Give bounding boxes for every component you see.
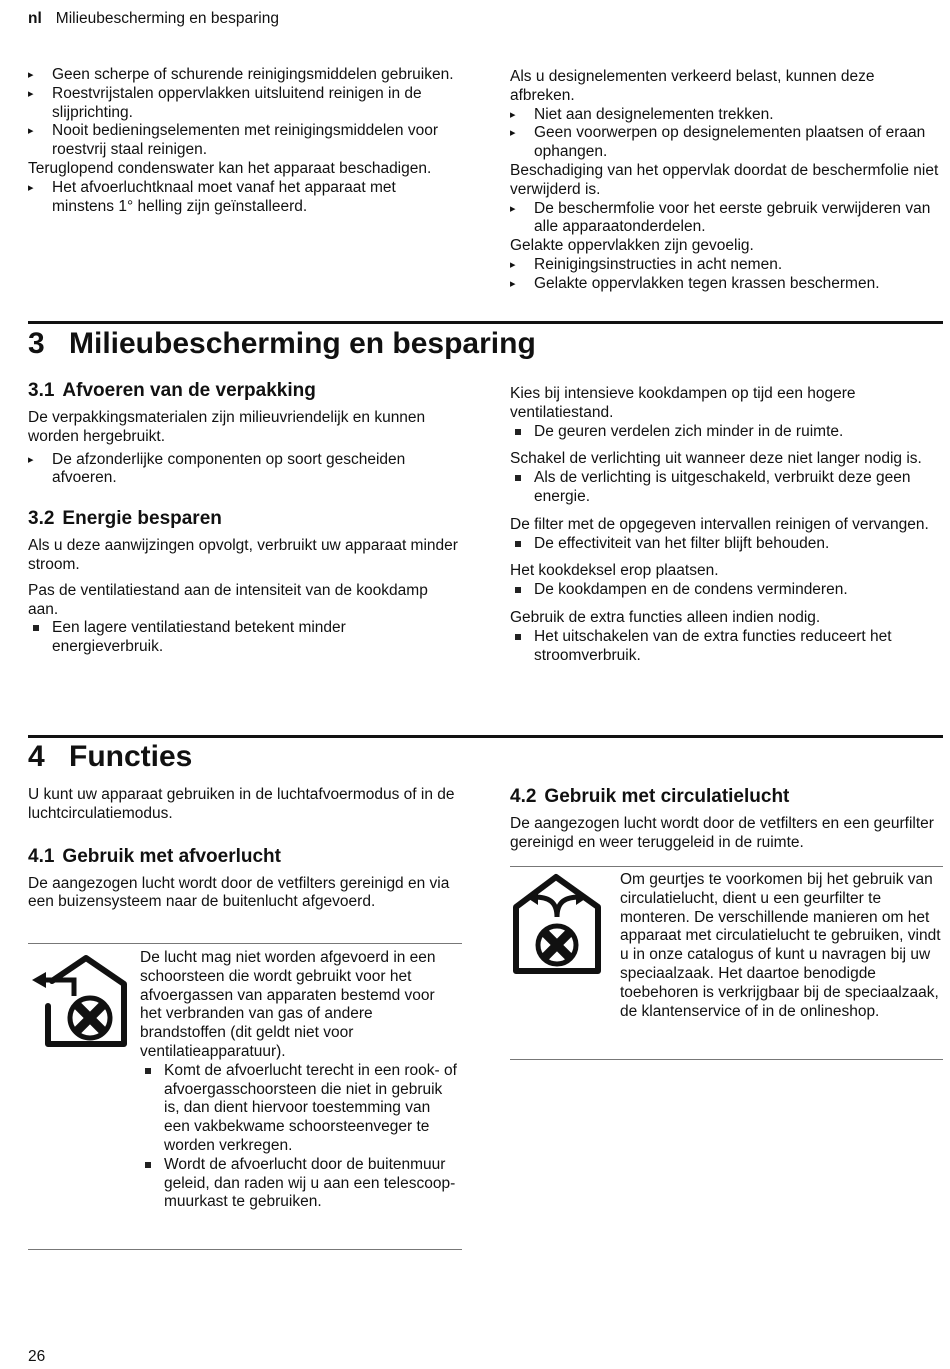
list-item: ▸ Geen voorwerpen op designelementen plaatsen of eraan ophangen.: [510, 124, 942, 162]
top-left-column: [28, 66, 460, 216]
section-divider: [28, 321, 943, 324]
exhaust-air-mode-icon: [28, 944, 138, 1054]
list-item: Komt de afvoerlucht terecht in een rook- of afvoergasschoorsteen die niet in gebruik is, dan dient hiervoor toestemming van een vakbekwame schoorsteenveger te worden verkregen.: [140, 1062, 460, 1156]
section-heading: [28, 739, 192, 775]
section-title: Milieubescherming en besparing: [69, 327, 536, 360]
subsection-number: 3.1: [28, 380, 55, 401]
subsection-heading: [28, 846, 460, 868]
result-item: De geuren verdelen zich minder in de ruimte.: [510, 423, 942, 442]
list-item: Wordt de afvoerlucht door de buitenmuur geleid, dan raden wij u aan een telescoop-muurkast te gebruiken.: [140, 1156, 460, 1212]
paragraph: U kunt uw apparaat gebruiken in de luchtafvoermodus of in de luchtcirculatiemodus.: [28, 786, 455, 822]
subsection-title: Gebruik met afvoerlucht: [62, 845, 281, 867]
box-text: [140, 949, 460, 1212]
section-3-right-column: [510, 385, 942, 665]
result-item: Als de verlichting is uitgeschakeld, verbruikt deze geen energie.: [510, 469, 942, 507]
paragraph: Beschadiging van het oppervlak doordat de beschermfolie niet verwijderd is.: [510, 161, 939, 198]
top-right-column: [510, 68, 942, 294]
paragraph: Om geurtjes te voorkomen bij het gebruik van circulatielucht, dient u een geurfilter te monteren. De verschillende manieren om het apparaat met circulatielucht te gebruiken, vindt u in onze catalogus of kunt u navragen bij uw speciaalzaak. Het daartoe benodigde toebehoren is verkrijgbaar bij de speciaalzaak, de klantenservice of in de onlineshop.: [620, 871, 941, 1020]
result-item: De kookdampen en de condens verminderen.: [510, 581, 942, 600]
section-3-left-column: [28, 380, 460, 657]
paragraph: Pas de ventilatiestand aan de intensiteit van de kookdamp aan.: [28, 581, 428, 618]
subsection-heading: [28, 508, 460, 530]
list-item: ▸ De afzonderlijke componenten op soort gescheiden afvoeren.: [28, 451, 460, 489]
paragraph: Het kookdeksel erop plaatsen.: [510, 562, 719, 580]
list-item: ▸ Nooit bedieningselementen met reinigingsmiddelen voor roestvrij staal reinigen.: [28, 122, 460, 160]
subsection-number: 4.2: [510, 786, 537, 807]
subsection-heading: [510, 786, 942, 808]
list-item: ▸ Gelakte oppervlakken tegen krassen beschermen.: [510, 275, 942, 294]
list-item: ▸ Geen scherpe of schurende reinigingsmiddelen gebruiken.: [28, 66, 460, 85]
page-header: [28, 10, 279, 29]
paragraph: De aangezogen lucht wordt door de vetfilters en een geurfilter gereinigd en weer teruggeleid in de ruimte.: [510, 815, 934, 851]
section-heading: [28, 326, 536, 362]
running-title: Milieubescherming en besparing: [55, 10, 279, 27]
paragraph: De lucht mag niet worden afgevoerd in een schoorsteen die wordt gebruikt voor het afvoergassen van apparaten bestemd voor het verbranden van gas of andere brandstoffen (dit geldt niet voor ventilatieapparatuur).: [140, 949, 436, 1060]
exhaust-air-info-box: [28, 943, 462, 1250]
list-item: ▸ Reinigingsinstructies in acht nemen.: [510, 256, 942, 275]
subsection-title: Afvoeren van de verpakking: [62, 380, 316, 401]
paragraph: De aangezogen lucht wordt door de vetfilters gereinigd en via een buizensysteem naar de buitenlucht afgevoerd.: [28, 874, 450, 911]
paragraph: Gebruik de extra functies alleen indien nodig.: [510, 608, 821, 626]
section-number: 4: [28, 740, 45, 773]
page-number: 26: [28, 1348, 46, 1365]
recirculation-info-box: [510, 866, 943, 1060]
result-item: Een lagere ventilatiestand betekent minder energieverbruik.: [28, 619, 460, 657]
subsection-title: Energie besparen: [62, 508, 222, 530]
paragraph: Gelakte oppervlakken zijn gevoelig.: [510, 237, 754, 255]
subsection-heading: [28, 380, 460, 402]
list-item: ▸ De beschermfolie voor het eerste gebruik verwijderen van alle apparaatonderdelen.: [510, 200, 942, 238]
section-number: 3: [28, 327, 45, 360]
result-item: Het uitschakelen van de extra functies reduceert het stroomverbruik.: [510, 628, 942, 666]
paragraph: Schakel de verlichting uit wanneer deze niet langer nodig is.: [510, 450, 922, 468]
paragraph: De verpakkingsmaterialen zijn milieuvriendelijk en kunnen worden hergebruikt.: [28, 409, 426, 445]
list-item: ▸ Roestvrijstalen oppervlakken uitsluitend reinigen in de slijprichting.: [28, 85, 460, 123]
section-divider: [28, 735, 943, 738]
recirculation-mode-icon: [510, 867, 610, 979]
box-text: [620, 871, 942, 1021]
paragraph: Kies bij intensieve kookdampen op tijd een hogere ventilatiestand.: [510, 385, 856, 421]
paragraph: Teruglopend condenswater kan het apparaat beschadigen.: [28, 159, 432, 177]
subsection-number: 4.1: [28, 845, 55, 867]
subsection-title: Gebruik met circulatielucht: [544, 786, 790, 807]
list-item: ▸ Het afvoerluchtknaal moet vanaf het apparaat met minstens 1° helling zijn geïnstalleerd.: [28, 179, 460, 217]
paragraph: Als u deze aanwijzingen opvolgt, verbruikt uw apparaat minder stroom.: [28, 537, 458, 573]
paragraph: Als u designelementen verkeerd belast, kunnen deze afbreken.: [510, 68, 875, 104]
subsection-number: 3.2: [28, 508, 55, 530]
list-item: ▸ Niet aan designelementen trekken.: [510, 106, 942, 125]
section-4-right-column: [510, 786, 942, 853]
paragraph: De filter met de opgegeven intervallen reinigen of vervangen.: [510, 515, 929, 533]
language-code: nl: [28, 10, 42, 27]
result-item: De effectiviteit van het filter blijft behouden.: [510, 535, 942, 554]
section-title: Functies: [69, 740, 193, 773]
section-4-left-column: [28, 786, 460, 912]
